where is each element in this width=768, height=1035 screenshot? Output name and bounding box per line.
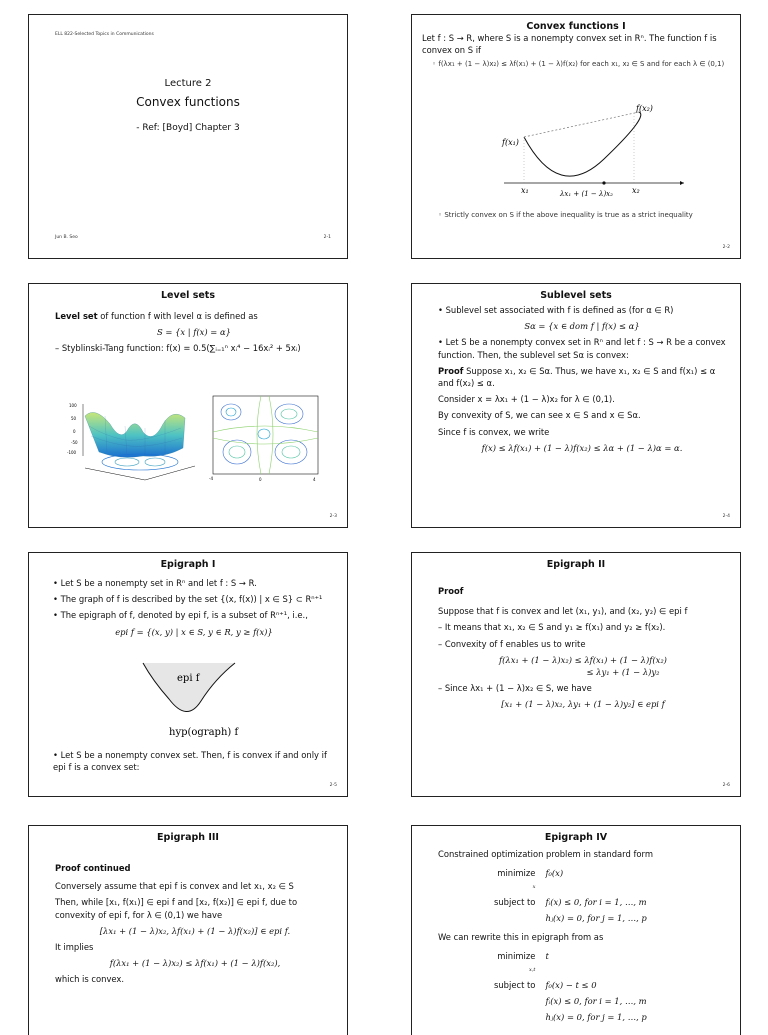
slide-body bbox=[438, 304, 726, 458]
epi2-line-3: – Convexity of f enables us to write bbox=[438, 638, 586, 649]
epi3-line-1: Conversely assume that epi f is convex and let x₁, x₂ ∈ S bbox=[55, 881, 294, 892]
epi2-equation-3: [x₁ + (1 − λ)x₂, λy₁ + (1 − λ)y₂] ∈ epi f bbox=[501, 699, 665, 710]
bullet-convex-def: ◦ f(λx₁ + (1 − λ)x₂) ≤ λf(x₁) + (1 − λ)f(x₂) for each x₁, x₂ ∈ S and for each λ ∈ (0,1) bbox=[432, 60, 725, 69]
proof-line-3: By convexity of S, we can see x ∈ S and x ∈ Sα. bbox=[438, 410, 641, 421]
epi4-line-1: Constrained optimization problem in standard form bbox=[438, 849, 653, 859]
label-x1: x₁ bbox=[521, 186, 529, 195]
svg-text:50: 50 bbox=[71, 416, 77, 421]
hypograph-label: hyp(ograph) f bbox=[169, 727, 239, 738]
epi4-line-2: We can rewrite this in epigraph from as bbox=[438, 932, 604, 942]
sublevel-theorem: • Let S be a nonempty convex set in Rⁿ and let f : S → R be a convex function. Then, the sublevel set Sα is convex: bbox=[438, 337, 726, 360]
epi2-line-1: Suppose that f is convex and let (x₁, y₁), and (x₂, y₂) ∈ epi f bbox=[438, 606, 688, 617]
epi2-line-4: – Since λx₁ + (1 − λ)x₂ ∈ S, we have bbox=[438, 683, 592, 694]
svg-text:4: 4 bbox=[313, 477, 316, 482]
level-set-equation: S = {x | f(x) = α} bbox=[157, 327, 231, 338]
slide-convex-functions bbox=[411, 14, 741, 259]
page-number: 2-6 bbox=[722, 783, 730, 788]
svg-text:-4: -4 bbox=[209, 476, 213, 481]
label-fx2: f(x₂) bbox=[636, 104, 653, 113]
epi1-line-3: • The epigraph of f, denoted by epi f, is a subset of Rⁿ⁺¹, i.e., bbox=[53, 610, 308, 621]
epi1-line-2: • The graph of f is described by the set {(x, f(x)) | x ∈ S} ⊂ Rⁿ⁺¹ bbox=[53, 594, 323, 605]
convex-curve-figure bbox=[494, 97, 694, 197]
author: Jun B. Seo bbox=[55, 235, 78, 240]
svg-text:100: 100 bbox=[69, 403, 77, 408]
slide-body bbox=[55, 862, 335, 990]
intro-text: Let f : S → R, where S is a nonempty convex set in Rⁿ. The function f is convex on S if bbox=[422, 33, 717, 56]
slide-epigraph-2 bbox=[411, 552, 741, 797]
slide-title: Sublevel sets bbox=[540, 290, 612, 301]
proof-label: Proof bbox=[438, 586, 464, 596]
slide-title: Epigraph IV bbox=[544, 832, 608, 843]
svg-text:0: 0 bbox=[259, 477, 262, 482]
term-bold: Level set bbox=[55, 311, 98, 321]
bullet-text: f(λx₁ + (1 − λ)x₂) ≤ λf(x₁) + (1 − λ)f(x₂) for each x₁, x₂ ∈ S and for each λ ∈ (0,1) bbox=[438, 60, 725, 69]
slide-level-sets bbox=[28, 283, 348, 528]
proof-equation: f(x) ≤ λf(x₁) + (1 − λ)f(x₂) ≤ λα + (1 − λ)α = α. bbox=[481, 442, 683, 453]
proof-line-2: Consider x = λx₁ + (1 − λ)x₂ for λ ∈ (0,1). bbox=[438, 394, 615, 405]
proof-text: Suppose x₁, x₂ ∈ Sα. Thus, we have x₁, x₂ ∈ S and f(x₁) ≤ α and f(x₂) ≤ α. bbox=[438, 365, 716, 388]
epigraph-equation: epi f = {(x, y) | x ∈ S, y ∈ R, y ≥ f(x)} bbox=[115, 626, 273, 637]
svg-text:-50: -50 bbox=[71, 440, 78, 445]
slide-sublevel-sets bbox=[411, 283, 741, 528]
slide-title: Epigraph III bbox=[157, 832, 219, 843]
svg-text:-100: -100 bbox=[67, 450, 77, 455]
slide-body bbox=[55, 310, 333, 359]
slide-title: Epigraph II bbox=[546, 559, 606, 570]
epi2-line-2: – It means that x₁, x₂ ∈ S and y₁ ≥ f(x₁) and y₂ ≥ f(x₂). bbox=[438, 622, 666, 633]
epi3-equation-2: f(λx₁ + (1 − λ)x₂) ≤ λf(x₁) + (1 − λ)f(x₂), bbox=[109, 958, 281, 969]
slide-epigraph-1 bbox=[28, 552, 348, 797]
epi-label: epi f bbox=[177, 673, 200, 684]
slide-epigraph-3 bbox=[28, 825, 348, 1035]
label-x2: x₂ bbox=[632, 186, 640, 195]
page-number: 2-1 bbox=[323, 235, 331, 240]
epi3-line-4: which is convex. bbox=[55, 974, 125, 985]
page-number: 2-2 bbox=[722, 245, 730, 250]
sublevel-equation: Sα = {x ∈ dom f | f(x) ≤ α} bbox=[524, 321, 640, 332]
standard-form-problem: minimize x f₀(x) subject to fᵢ(x) ≤ 0, for i = 1, …, m hⱼ(x) = 0, for j = 1, …, p bbox=[494, 868, 647, 923]
slide-body bbox=[438, 585, 728, 715]
surface-plot-figure bbox=[65, 396, 205, 486]
lecture-number: Lecture 2 bbox=[164, 78, 212, 89]
slide-title bbox=[28, 14, 348, 259]
slide-title: Level sets bbox=[161, 290, 215, 301]
epi1-line-4: • Let S be a nonempty convex set. Then, f is convex if and only if epi f is a convex set: bbox=[53, 750, 327, 773]
epi3-line-3: It implies bbox=[55, 941, 94, 952]
page-number: 2-5 bbox=[329, 783, 337, 788]
sublevel-intro: • Sublevel set associated with f is defined as (for α ∈ R) bbox=[438, 305, 674, 315]
bullet-strict: ◦ Strictly convex on S if the above inequality is true as a strict inequality bbox=[438, 211, 693, 219]
label-midpoint: λx₁ + (1 − λ)x₂ bbox=[560, 190, 613, 197]
slide-epigraph-4 bbox=[411, 825, 741, 1035]
bullet-text: Strictly convex on S if the above inequality is true as a strict inequality bbox=[444, 211, 693, 219]
contour-plot-figure bbox=[209, 394, 324, 484]
epi3-equation-1: [λx₁ + (1 − λ)x₂, λf(x₁) + (1 − λ)f(x₂)] ∈ epi f. bbox=[99, 925, 291, 936]
slide-body bbox=[438, 848, 728, 1026]
proof-label: Proof continued bbox=[55, 863, 131, 873]
page-number: 2-4 bbox=[722, 514, 730, 519]
epigraph-form-problem: minimize x,t t subject to f₀(x) − t ≤ 0 fᵢ(x) ≤ 0, for i = 1, …, m hⱼ(x) = 0, for j = 1, …, p bbox=[494, 951, 647, 1022]
lecture-title: Convex functions bbox=[136, 95, 240, 109]
lecture-reference: - Ref: [Boyd] Chapter 3 bbox=[136, 123, 240, 133]
epi2-equation-1: f(λx₁ + (1 − λ)x₂) ≤ λf(x₁) + (1 − λ)f(x₂) bbox=[499, 654, 667, 665]
styblinski-tang-text: – Styblinski-Tang function: f(x) = 0.5(∑ᵢ₌₁ⁿ xᵢ⁴ − 16xᵢ² + 5xᵢ) bbox=[55, 343, 301, 354]
slide-title: Convex functions I bbox=[526, 21, 626, 32]
svg-text:0: 0 bbox=[73, 429, 76, 434]
slide-title: Epigraph I bbox=[160, 559, 216, 570]
epigraph-figure bbox=[139, 661, 259, 741]
epi2-equation-2: ≤ λy₁ + (1 − λ)y₂ bbox=[586, 666, 660, 677]
level-set-definition bbox=[55, 310, 333, 322]
course-header: ELL 822-Selected Topics in Communications bbox=[55, 32, 154, 37]
label-fx1: f(x₁) bbox=[502, 138, 519, 147]
slide-body bbox=[53, 577, 335, 642]
epi3-line-2: Then, while [x₁, f(x₁)] ∈ epi f and [x₂, f(x₂)] ∈ epi f, due to convexity of epi f, for λ ∈ (0,1) we have bbox=[55, 897, 298, 920]
slide-body-bottom bbox=[53, 749, 335, 777]
proof-line-4: Since f is convex, we write bbox=[438, 426, 550, 437]
epi1-line-1: • Let S be a nonempty set in Rⁿ and let f : S → R. bbox=[53, 578, 257, 588]
definition-text: of function f with level α is defined as bbox=[97, 311, 258, 321]
proof-label: Proof bbox=[438, 365, 464, 376]
slide-body bbox=[422, 32, 730, 74]
page-number: 2-3 bbox=[329, 514, 337, 519]
proof-line-1 bbox=[438, 365, 726, 389]
